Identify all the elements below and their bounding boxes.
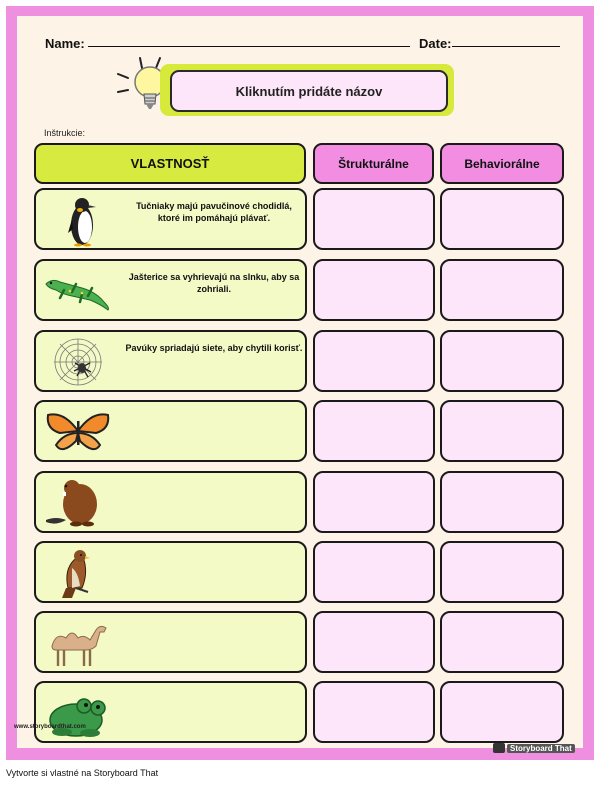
storyboard-logo[interactable] — [493, 742, 583, 754]
property-text-lizard: Jašterice sa vyhrievajú na slnku, aby sa zohriali. — [128, 272, 300, 294]
behavioral-cell-butterfly[interactable] — [440, 400, 564, 462]
name-label: Name: — [45, 36, 85, 51]
property-cell-frog[interactable] — [34, 681, 307, 743]
behavioral-cell-penguin[interactable] — [440, 188, 564, 250]
spider-web-icon — [42, 335, 114, 389]
property-cell-beaver[interactable] — [34, 471, 307, 533]
property-cell-butterfly[interactable] — [34, 400, 307, 462]
property-cell-spider[interactable] — [34, 330, 307, 392]
structural-cell-butterfly[interactable] — [313, 400, 435, 462]
date-field[interactable] — [452, 46, 560, 47]
storyboard-logo-text: Storyboard That — [507, 744, 575, 753]
structural-cell-frog[interactable] — [313, 681, 435, 743]
structural-cell-beaver[interactable] — [313, 471, 435, 533]
butterfly-icon — [42, 405, 114, 459]
behavioral-cell-spider[interactable] — [440, 330, 564, 392]
property-cell-camel[interactable] — [34, 611, 307, 673]
header-behavioralne: Behaviorálne — [440, 143, 564, 184]
property-cell-lizard[interactable] — [34, 259, 307, 321]
structural-cell-penguin[interactable] — [313, 188, 435, 250]
hawk-icon — [42, 546, 114, 600]
penguin-icon — [42, 193, 114, 247]
header-strukturalne: Štrukturálne — [313, 143, 434, 184]
structural-cell-hawk[interactable] — [313, 541, 435, 603]
behavioral-cell-camel[interactable] — [440, 611, 564, 673]
camel-icon — [42, 616, 114, 670]
behavioral-cell-beaver[interactable] — [440, 471, 564, 533]
storyboard-logo-icon — [493, 743, 505, 753]
name-field[interactable] — [88, 46, 410, 47]
title-box[interactable]: Kliknutím pridáte názov — [170, 70, 448, 112]
date-label: Date: — [419, 36, 452, 51]
behavioral-cell-hawk[interactable] — [440, 541, 564, 603]
property-text-spider: Pavúky spriadajú siete, aby chytili korisť. — [125, 343, 303, 353]
behavioral-cell-frog[interactable] — [440, 681, 564, 743]
property-cell-penguin[interactable] — [34, 188, 307, 250]
property-cell-hawk[interactable] — [34, 541, 307, 603]
structural-cell-camel[interactable] — [313, 611, 435, 673]
instructions-label: Inštrukcie: — [44, 128, 86, 138]
structural-cell-spider[interactable] — [313, 330, 435, 392]
behavioral-cell-lizard[interactable] — [440, 259, 564, 321]
property-text-penguin: Tučniaky majú pavučinové chodidlá, ktoré im pomáhajú plávať. — [136, 201, 292, 223]
header-vlastnost: VLASTNOSŤ — [34, 143, 306, 184]
footer-site-url[interactable]: www.storyboardthat.com — [14, 724, 86, 730]
structural-cell-lizard[interactable] — [313, 259, 435, 321]
beaver-icon — [42, 476, 114, 530]
page-caption: Vytvorte si vlastné na Storyboard That — [6, 768, 159, 778]
frog-icon — [42, 686, 114, 740]
lizard-icon — [42, 264, 114, 318]
